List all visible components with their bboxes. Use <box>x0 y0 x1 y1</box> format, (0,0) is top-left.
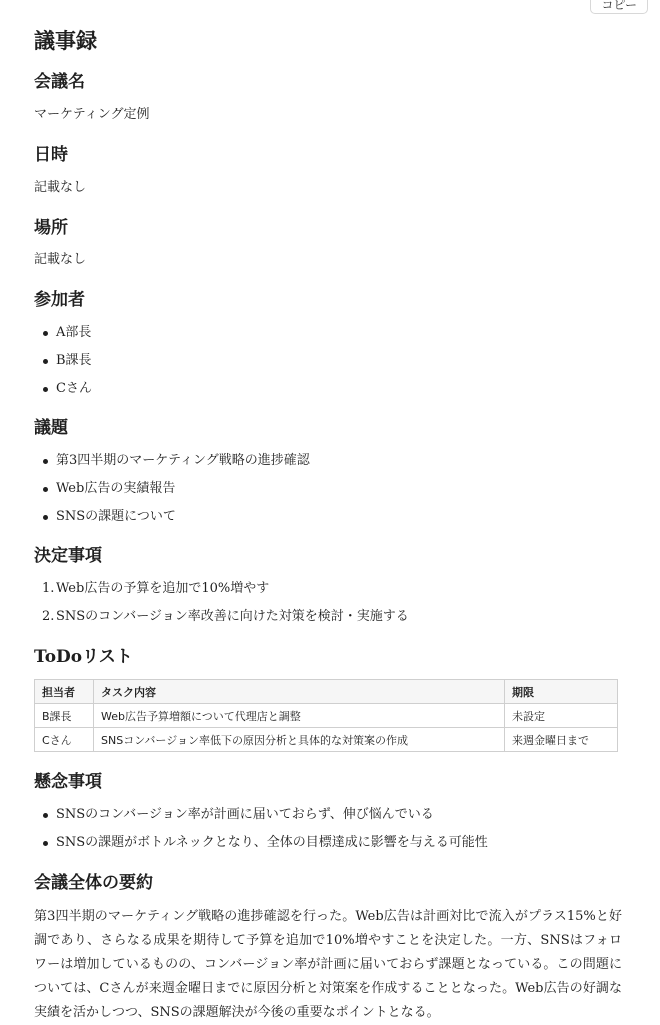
attendees-heading: 参加者 <box>34 290 85 310</box>
summary-text: 第3四半期のマーケティング戦略の進捗確認を行った。Web広告は計画対比で流入がプラス15%と好調であり、さらなる成果を期待して予算を追加で10%増やすことを決定した。一方、SNSはフォロワーは増加しているものの、コンバージョン率が計画に届いておらず課題となっている。この問題については、Cさんが来週金曜日までに原因分析と対策案を作成することとなった。Web広告の好調な実績を活かしつつ、SNSの課題解決が今後の重要なポイントとなる。 <box>34 909 622 1020</box>
table-row <box>35 704 618 728</box>
list-item: SNSの課題について <box>34 507 310 535</box>
list-item: SNSの課題がボトルネックとなり、全体の目標達成に影響を与える可能性 <box>34 833 488 861</box>
datetime-value: 記載なし <box>34 180 87 195</box>
table-row <box>35 728 618 752</box>
table-cell: 来週金曜日まで <box>505 728 618 752</box>
attendees-list <box>34 323 92 407</box>
list-item: Web広告の実績報告 <box>34 479 310 507</box>
table-cell: Cさん <box>35 728 94 752</box>
list-item: Cさん <box>34 379 92 407</box>
list-text: SNSのコンバージョン率改善に向けた対策を検討・実施する <box>56 609 409 624</box>
list-item: 第3四半期のマーケティング戦略の進捗確認 <box>34 451 310 479</box>
table-cell: Web広告予算増額について代理店と調整 <box>94 704 505 728</box>
summary-heading: 会議全体の要約 <box>34 873 153 893</box>
column-header-assignee: 担当者 <box>35 680 94 704</box>
place-heading: 場所 <box>34 218 68 238</box>
decisions-list <box>34 579 409 635</box>
column-header-deadline: 期限 <box>505 680 618 704</box>
table-cell: B課長 <box>35 704 94 728</box>
list-item: B課長 <box>34 351 92 379</box>
concerns-heading: 懸念事項 <box>34 772 102 792</box>
agenda-heading: 議題 <box>34 418 68 438</box>
list-text: Web広告の予算を追加で10%増やす <box>56 581 270 596</box>
decisions-heading: 決定事項 <box>34 546 102 566</box>
column-header-task: タスク内容 <box>94 680 505 704</box>
list-number: 1. <box>42 581 55 596</box>
table-cell: 未設定 <box>505 704 618 728</box>
datetime-heading: 日時 <box>34 145 68 165</box>
todo-table <box>34 679 618 752</box>
list-item <box>34 607 409 635</box>
list-number: 2. <box>42 609 55 624</box>
copy-button[interactable]: コピー <box>590 0 648 14</box>
page-title: 議事録 <box>34 28 97 53</box>
list-item <box>34 579 409 607</box>
place-value: 記載なし <box>34 252 87 267</box>
table-header-row <box>35 680 618 704</box>
list-item: SNSのコンバージョン率が計画に届いておらず、伸び悩んでいる <box>34 805 488 833</box>
agenda-list <box>34 451 310 535</box>
list-item: A部長 <box>34 323 92 351</box>
table-cell: SNSコンバージョン率低下の原因分析と具体的な対策案の作成 <box>94 728 505 752</box>
meeting-name-value: マーケティング定例 <box>34 107 150 122</box>
todo-heading: ToDoリスト <box>34 647 133 667</box>
concerns-list <box>34 805 488 861</box>
meeting-name-heading: 会議名 <box>34 72 85 92</box>
